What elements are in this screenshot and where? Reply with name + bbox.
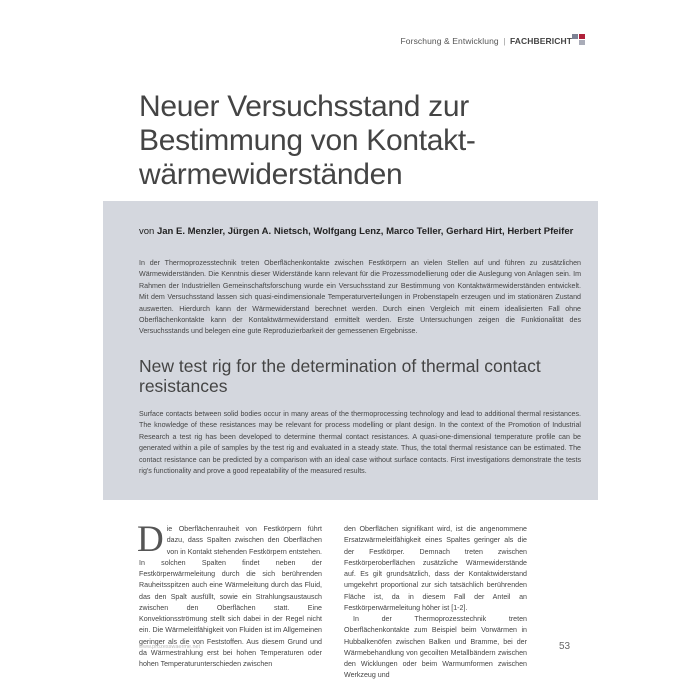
footer-url: www.prozesswaerme.net — [139, 644, 201, 650]
author-line — [139, 226, 579, 238]
header-kind: FACHBERICHT — [509, 36, 572, 46]
journal-logo-icon — [572, 34, 585, 45]
author-names: Jan E. Menzler, Jürgen A. Nietsch, Wolfgang Lenz, Marco Teller, Gerhard Hirt, Herbert Pfeifer — [156, 226, 574, 237]
article-title: Neuer Versuchsstand zur Bestimmung von Kontaktwärmewiderständen — [139, 90, 476, 191]
header-section: Forschung & Entwicklung — [400, 36, 499, 46]
body-column-2 — [344, 524, 527, 682]
author-prefix: von — [139, 226, 155, 237]
body-column-2-paragraph-2: In der Thermoprozesstechnik treten Oberflächenkontakte zum Beispiel beim Vorwärmen in Hubbalkenöfen zwischen Balken und Bramme, bei der Wärmebehandlung von gecoilten Metallbändern zwischen den Wicklungen oder beim Warmumformen zwischen Werkzeug und — [344, 615, 527, 680]
running-header — [401, 36, 572, 46]
drop-cap: D — [137, 519, 164, 560]
english-title: New test rig for the determination of thermal contact resistances — [139, 356, 541, 396]
body-column-2-paragraph-1: den Oberflächen signifikant wird, ist die angenommene Ersatzwärmeleitfähigkeit eines Spaltes geringer als die der Festkörper. Demnach treten zwischen Festkörperoberflächen zusätzliche Wärmewiderstände auf. Es gilt grundsätzlich, dass der Kontaktwiderstand umgekehrt proportional zur sich tatsächlich berührenden Fläche ist, da in diesem Fall der Anteil an Festkörperwärmeleitung höher ist [1-2]. — [344, 525, 527, 612]
abstract-english: Surface contacts between solid bodies occur in many areas of the thermoprocessing technology and lead to additional thermal resistances. The knowledge of these resistances may be relevant for process modelling or plant design. In the context of the Promotion of Industrial Research a test rig has been developed to determine thermal contact resistances. A quasi-one-dimensional temperature profile can be generated within a pile of samples by the test rig and evaluated in a steady state. Thus, the total thermal resistance can be estimated. The contact resistance can be predicted by a comparison with an ideal case without surface contacts. First investigations demonstrate the tests rig's functionality and prove a good repeatability of the measured results. — [139, 410, 581, 476]
page-number: 53 — [559, 641, 571, 652]
header-separator: | — [503, 36, 506, 46]
body-column-1-text: ie Oberflächenrauheit von Festkörpern führt dazu, dass Spalten zwischen den Oberflächen von in Kontakt stehenden Festkörpern entstehen. In solchen Spalten findet neben der Festkörperwärmeleitung durch die sich berührenden Rauheitsspitzen auch eine Wärmeleitung durch das Fluid, das den Spalt ausfüllt, sowie ein Strahlungsaustausch zwischen den Oberflächen statt. Eine Konvektionsströmung stellt sich dabei in der Regel nicht ein. Die Wärmeleitfähigkeit von Fluiden ist im Allgemeinen geringer als die von Feststoffen. Aus diesem Grund und da Wärmestrahlung erst bei hohen Temperaturen oder hohen Temperaturunterschieden zwischen — [139, 525, 322, 668]
abstract-german: In der Thermoprozesstechnik treten Oberflächenkontakte zwischen Festkörpern an vielen Stellen auf und führen zu zusätzlichen Wärmewiderständen. Die Kenntnis dieser Widerstände kann relevant für die Prozessmodellierung oder die Auslegung von Anlagen sein. Im Rahmen der Industriellen Gemeinschaftsforschung wurde ein Versuchsstand zur Bestimmung von Kontaktwärmewiderständen entwickelt. Mit dem Versuchsstand lassen sich quasi-eindimensionale Temperaturverteilungen in Probenstapeln erzeugen und im stationären Zustand auswerten. Hierdurch kann der Wärmewiderstand berechnet werden. Durch einen Vergleich mit einem idealisierten Fall ohne Oberflächenkontakte kann der Kontaktwärmewiderstand ermittelt werden. Erste Untersuchungen zeigen die Funktionalität des Versuchsstands und belegen eine gute Reproduzierbarkeit der gemessenen Ergebnisse. — [139, 259, 581, 336]
